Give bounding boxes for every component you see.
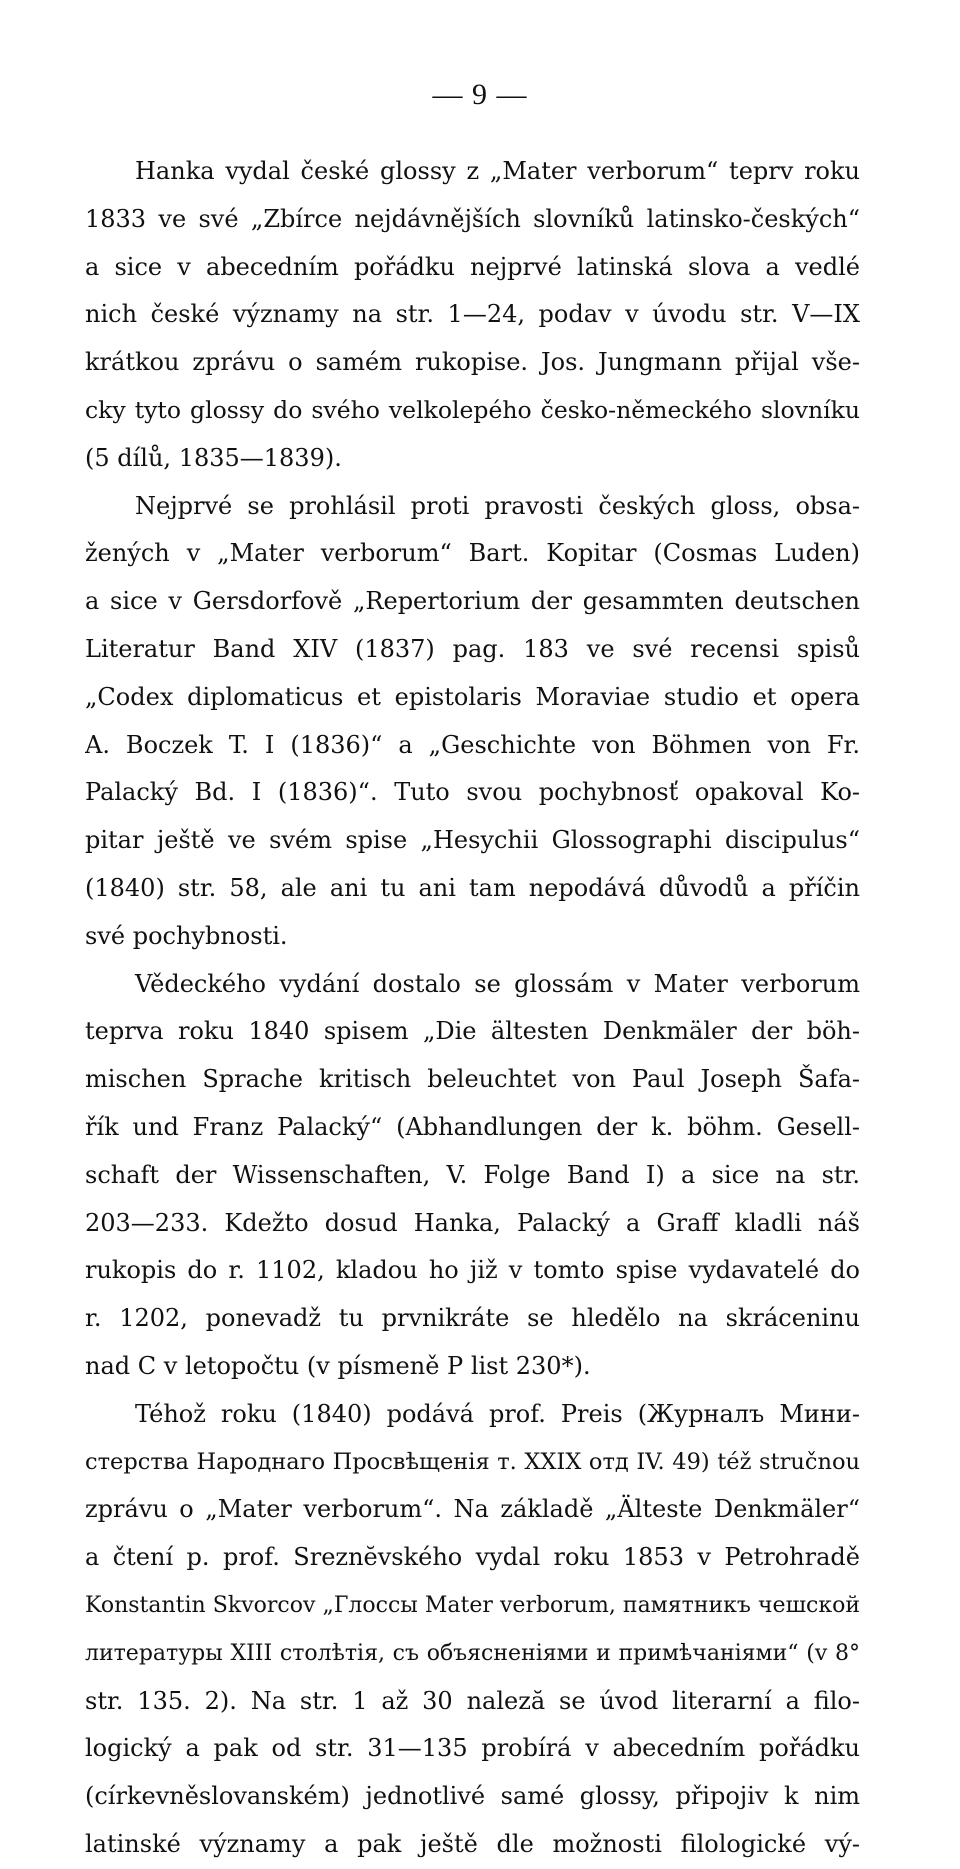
- text-line: žených v „Mater verborum“ Bart. Kopitar (Cosmas Luden): [85, 539, 860, 568]
- text-line: řík und Franz Palacký“ (Abhandlungen der k. böhm. Gesell-: [85, 1112, 860, 1141]
- text-line: zprávu o „Mater verborum“. Na základě „Älteste Denkmäler“: [85, 1495, 860, 1524]
- text-line: литературы XIII столѣтія, съ объясненіями и примѣчаніями“ (v 8°: [85, 1640, 860, 1666]
- text-line: rukopis do r. 1102, kladou ho již v tomto spise vydavatelé do: [85, 1256, 860, 1285]
- body-text: [85, 148, 860, 1869]
- text-line: a čtení p. prof. Sreznĕvského vydal roku 1853 v Petrohradě: [85, 1543, 860, 1572]
- text-line: (církevněslovanském) jednotlivé samé glossy, připojiv k nim: [85, 1782, 860, 1811]
- text-line: Literatur Band XIV (1837) pag. 183 ve své recensi spisů: [85, 634, 860, 663]
- text-line: 1833 ve své „Zbírce nejdávnějších slovníků latinsko-českých“: [85, 204, 860, 233]
- text-line: schaft der Wissenschaften, V. Folge Band I) a sice na str.: [85, 1160, 860, 1189]
- text-line: str. 135. 2). Na str. 1 až 30 naleză se úvod literarní a filo-: [85, 1686, 860, 1715]
- text-line: r. 1202, ponevadž tu prvnikráte se hledělo na skráceninu: [85, 1304, 860, 1333]
- text-line: nad C v letopočtu (v písmeně P list 230*).: [85, 1351, 591, 1380]
- text-line: 203—233. Kdežto dosud Hanka, Palacký a Graff kladli náš: [85, 1208, 860, 1237]
- text-line: „Codex diplomaticus et epistolaris Moraviae studio et opera: [85, 682, 860, 711]
- text-line: pitar ještě ve svém spise „Hesychii Glossographi discipulus“: [85, 826, 860, 855]
- text-line: a sice v abecedním pořádku nejprvé latinská slova a vedlé: [85, 252, 860, 281]
- text-line: Hanka vydal české glossy z „Mater verborum“ teprv roku: [135, 157, 860, 185]
- text-line: latinské významy a pak ještě dle možnosti filologické vý-: [85, 1829, 860, 1858]
- text-line: Nejprvé se prohlásil proti pravosti českých gloss, obsa-: [135, 491, 860, 520]
- text-line: Vědeckého vydání dostalo se glossám v Mater verborum: [135, 969, 860, 998]
- text-line: své pochybnosti.: [85, 921, 288, 950]
- text-line: cky tyto glossy do svého velkolepého česko-německého slovníku: [85, 395, 860, 424]
- text-line: krátkou zprávu o samém rukopise. Jos. Jungmann přijal vše-: [85, 348, 860, 377]
- text-line: logický a pak od str. 31—135 probírá v abecedním pořádku: [85, 1734, 860, 1763]
- text-line: A. Boczek T. I (1836)“ a „Geschichte von Böhmen von Fr.: [85, 730, 860, 759]
- text-line: стерства Народнаго Просвѣщенія т. XXIX отд IV. 49) též stručnou: [85, 1448, 860, 1475]
- text-line: (5 dílů, 1835—1839).: [85, 443, 342, 472]
- text-line: Konstantin Skvorcov „Глоссы Mater verborum, памятникъ чешской: [85, 1592, 860, 1618]
- page-number: — 9 —: [432, 78, 528, 111]
- text-line: (1840) str. 58, ale ani tu ani tam nepodává důvodů a příčin: [85, 873, 860, 902]
- text-line: a sice v Gersdorfově „Repertorium der gesammten deutschen: [85, 587, 860, 616]
- text-line: mischen Sprache kritisch beleuchtet von Paul Joseph Šafa-: [85, 1065, 860, 1094]
- text-line: nich české významy na str. 1—24, podav v úvodu str. V—IX: [85, 300, 860, 329]
- text-line: Téhož roku (1840) podává prof. Preis (Журналъ Мини-: [135, 1399, 860, 1428]
- text-line: teprva roku 1840 spisem „Die ältesten Denkmäler der böh-: [85, 1017, 860, 1046]
- text-line: Palacký Bd. I (1836)“. Tuto svou pochybnosť opakoval Ko-: [85, 778, 860, 807]
